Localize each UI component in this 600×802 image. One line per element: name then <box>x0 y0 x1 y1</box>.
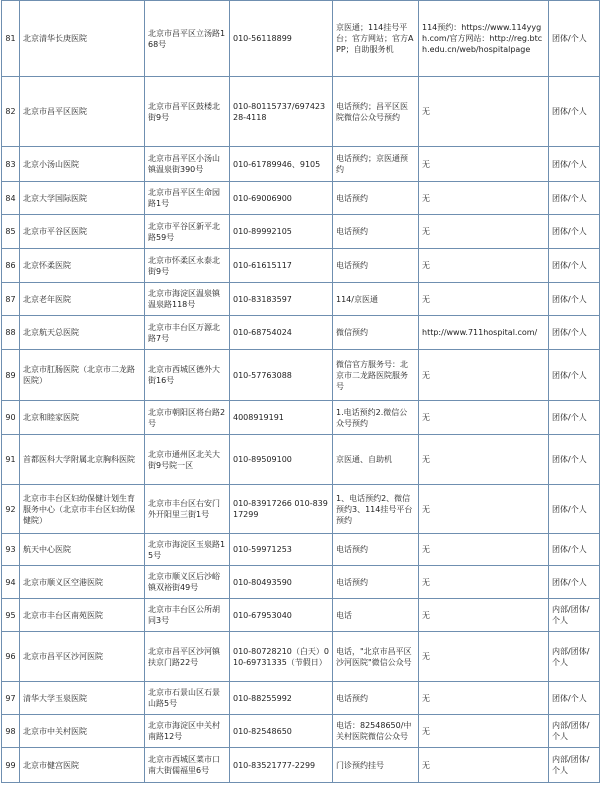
address: 北京市海淀区中关村南路12号 <box>145 715 230 748</box>
row-number: 90 <box>2 401 20 435</box>
hospital-name: 北京航天总医院 <box>20 316 145 350</box>
service-type: 团体/个人 <box>549 215 600 249</box>
row-number: 87 <box>2 283 20 316</box>
website: 无 <box>419 435 549 485</box>
booking-method: 微信官方服务号：北京市二龙路医院服务号 <box>333 350 419 401</box>
hospital-name: 北京市健宫医院 <box>20 748 145 783</box>
booking-method: 电话预约 <box>333 215 419 249</box>
phone: 010-69006900 <box>230 182 333 215</box>
hospital-name: 北京市昌平区医院 <box>20 77 145 147</box>
table-body <box>2 1 600 783</box>
website: 无 <box>419 147 549 182</box>
phone: 010-68754024 <box>230 316 333 350</box>
hospital-name: 北京市丰台区妇幼保健计划生育服务中心（北京市丰台区妇幼保健院） <box>20 485 145 534</box>
table-row <box>2 316 600 350</box>
phone: 010-80728210（白天）010-69731335（节假日） <box>230 632 333 682</box>
website: http://www.711hospital.com/ <box>419 316 549 350</box>
website: 无 <box>419 215 549 249</box>
service-type: 内部/团体/个人 <box>549 748 600 783</box>
service-type: 团体/个人 <box>549 435 600 485</box>
phone: 010-83917266 010-83917299 <box>230 485 333 534</box>
service-type: 团体/个人 <box>549 682 600 715</box>
row-number: 98 <box>2 715 20 748</box>
address: 北京市海淀区玉泉路15号 <box>145 534 230 566</box>
hospital-name: 北京市昌平区沙河医院 <box>20 632 145 682</box>
website: 无 <box>419 283 549 316</box>
phone: 010-89992105 <box>230 215 333 249</box>
website: 无 <box>419 534 549 566</box>
website: 无 <box>419 77 549 147</box>
service-type: 团体/个人 <box>549 316 600 350</box>
row-number: 91 <box>2 435 20 485</box>
row-number: 97 <box>2 682 20 715</box>
address: 北京市丰台区万源北路7号 <box>145 316 230 350</box>
address: 北京市西城区德外大街16号 <box>145 350 230 401</box>
address: 北京市昌平区立汤路168号 <box>145 1 230 77</box>
booking-method: 1.电话预约2.微信公众号预约 <box>333 401 419 435</box>
website: 无 <box>419 485 549 534</box>
address: 北京市石景山区石景山路5号 <box>145 682 230 715</box>
address: 北京市通州区北关大街9号院一区 <box>145 435 230 485</box>
service-type: 团体/个人 <box>549 249 600 283</box>
hospital-table <box>1 0 600 783</box>
website: 无 <box>419 350 549 401</box>
service-type: 团体/个人 <box>549 283 600 316</box>
hospital-name: 北京市顺义区空港医院 <box>20 566 145 599</box>
website: 无 <box>419 682 549 715</box>
phone: 010-61615117 <box>230 249 333 283</box>
address: 北京市丰台区右安门外开阳里三街1号 <box>145 485 230 534</box>
row-number: 88 <box>2 316 20 350</box>
phone: 4008919191 <box>230 401 333 435</box>
booking-method: 京医通；114挂号平台；官方网站；官方APP；自助服务机 <box>333 1 419 77</box>
hospital-name: 北京市肛肠医院（北京市二龙路医院） <box>20 350 145 401</box>
service-type: 内部/团体/个人 <box>549 715 600 748</box>
hospital-name: 航天中心医院 <box>20 534 145 566</box>
table-row <box>2 215 600 249</box>
table-row <box>2 182 600 215</box>
phone: 010-59971253 <box>230 534 333 566</box>
row-number: 83 <box>2 147 20 182</box>
booking-method: 微信预约 <box>333 316 419 350</box>
service-type: 团体/个人 <box>549 77 600 147</box>
table-row <box>2 599 600 632</box>
address: 北京市怀柔区永泰北街9号 <box>145 249 230 283</box>
address: 北京市朝阳区将台路2号 <box>145 401 230 435</box>
service-type: 团体/个人 <box>549 147 600 182</box>
phone: 010-80115737/69742328-4118 <box>230 77 333 147</box>
table-row <box>2 283 600 316</box>
row-number: 89 <box>2 350 20 401</box>
table-row <box>2 435 600 485</box>
address: 北京市昌平区生命园路1号 <box>145 182 230 215</box>
row-number: 95 <box>2 599 20 632</box>
table-row <box>2 77 600 147</box>
booking-method: 电话 <box>333 599 419 632</box>
phone: 010-88255992 <box>230 682 333 715</box>
hospital-name: 清华大学玉泉医院 <box>20 682 145 715</box>
hospital-name: 北京小汤山医院 <box>20 147 145 182</box>
hospital-name: 首都医科大学附属北京胸科医院 <box>20 435 145 485</box>
hospital-name: 北京清华长庚医院 <box>20 1 145 77</box>
address: 北京市丰台区公所胡同3号 <box>145 599 230 632</box>
website: 无 <box>419 566 549 599</box>
booking-method: 门诊预约挂号 <box>333 748 419 783</box>
phone: 010-89509100 <box>230 435 333 485</box>
address: 北京市海淀区温泉镇温泉路118号 <box>145 283 230 316</box>
row-number: 81 <box>2 1 20 77</box>
service-type: 团体/个人 <box>549 534 600 566</box>
booking-method: 电话预约 <box>333 182 419 215</box>
address: 北京市昌平区鼓楼北街9号 <box>145 77 230 147</box>
phone: 010-80493590 <box>230 566 333 599</box>
phone: 010-61789946、9105 <box>230 147 333 182</box>
table-row <box>2 1 600 77</box>
hospital-name: 北京大学国际医院 <box>20 182 145 215</box>
phone: 010-56118899 <box>230 1 333 77</box>
booking-method: 电话预约；京医通预约 <box>333 147 419 182</box>
table-row <box>2 485 600 534</box>
address: 北京市昌平区沙河镇扶京门路22号 <box>145 632 230 682</box>
table-row <box>2 534 600 566</box>
hospital-name: 北京老年医院 <box>20 283 145 316</box>
row-number: 96 <box>2 632 20 682</box>
service-type: 团体/个人 <box>549 1 600 77</box>
website: 无 <box>419 748 549 783</box>
website: 无 <box>419 182 549 215</box>
row-number: 92 <box>2 485 20 534</box>
address: 北京市平谷区新平北路59号 <box>145 215 230 249</box>
service-type: 内部/团体/个人 <box>549 599 600 632</box>
phone: 010-83183597 <box>230 283 333 316</box>
service-type: 团体/个人 <box>549 182 600 215</box>
hospital-name: 北京和睦家医院 <box>20 401 145 435</box>
service-type: 团体/个人 <box>549 566 600 599</box>
booking-method: 电话预约 <box>333 249 419 283</box>
phone: 010-82548650 <box>230 715 333 748</box>
row-number: 94 <box>2 566 20 599</box>
row-number: 99 <box>2 748 20 783</box>
table-row <box>2 147 600 182</box>
table-row <box>2 682 600 715</box>
table-row <box>2 632 600 682</box>
website: 无 <box>419 715 549 748</box>
booking-method: 1、电话预约2、微信预约3、114挂号平台预约 <box>333 485 419 534</box>
table-row <box>2 715 600 748</box>
phone: 010-67953040 <box>230 599 333 632</box>
booking-method: 电话预约 <box>333 566 419 599</box>
table-row <box>2 350 600 401</box>
website: 无 <box>419 632 549 682</box>
table-row <box>2 249 600 283</box>
booking-method: 电话预约 <box>333 682 419 715</box>
row-number: 85 <box>2 215 20 249</box>
website: 114预约：https://www.114yygh.com/官方网站：http://reg.btch.edu.cn/web/hospitalpage <box>419 1 549 77</box>
table-row <box>2 566 600 599</box>
row-number: 93 <box>2 534 20 566</box>
row-number: 86 <box>2 249 20 283</box>
booking-method: 电话：82548650/中关村医院微信公众号 <box>333 715 419 748</box>
phone: 010-57763088 <box>230 350 333 401</box>
website: 无 <box>419 249 549 283</box>
address: 北京市昌平区小汤山镇温泉街390号 <box>145 147 230 182</box>
address: 北京市西城区菜市口南大街儒福里6号 <box>145 748 230 783</box>
hospital-name: 北京市中关村医院 <box>20 715 145 748</box>
booking-method: 114/京医通 <box>333 283 419 316</box>
hospital-name: 北京市平谷区医院 <box>20 215 145 249</box>
row-number: 82 <box>2 77 20 147</box>
row-number: 84 <box>2 182 20 215</box>
phone: 010-83521777-2299 <box>230 748 333 783</box>
service-type: 团体/个人 <box>549 350 600 401</box>
booking-method: 京医通、自助机 <box>333 435 419 485</box>
booking-method: 电话预约 <box>333 534 419 566</box>
service-type: 团体/个人 <box>549 485 600 534</box>
table-row <box>2 401 600 435</box>
booking-method: 电话预约；昌平区医院微信公众号预约 <box>333 77 419 147</box>
hospital-name: 北京怀柔医院 <box>20 249 145 283</box>
service-type: 内部/团体/个人 <box>549 632 600 682</box>
booking-method: 电话，"北京市昌平区沙河医院"微信公众号 <box>333 632 419 682</box>
service-type: 团体/个人 <box>549 401 600 435</box>
website: 无 <box>419 401 549 435</box>
table-row <box>2 748 600 783</box>
website: 无 <box>419 599 549 632</box>
hospital-name: 北京市丰台区南苑医院 <box>20 599 145 632</box>
address: 北京市顺义区后沙峪镇双裕街49号 <box>145 566 230 599</box>
